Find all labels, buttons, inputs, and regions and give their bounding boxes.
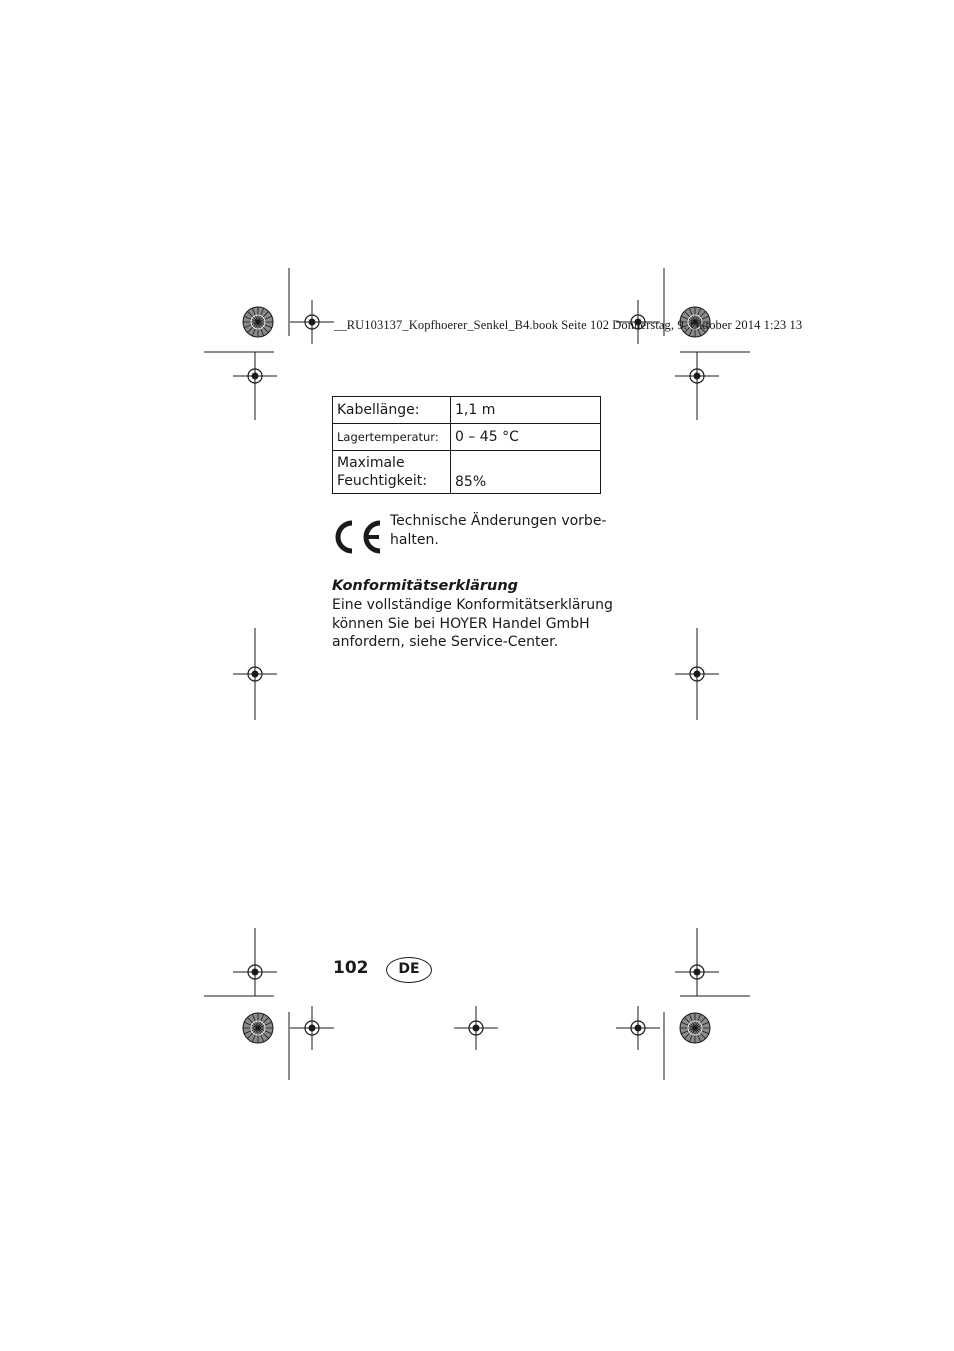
starburst-target-icon (243, 1013, 273, 1043)
spec-value: 0 – 45 °C (451, 424, 601, 451)
table-row (333, 424, 601, 451)
starburst-target-icon (243, 307, 273, 337)
section-heading: Konformitätserklärung (332, 578, 519, 594)
language-badge: DE (386, 957, 432, 983)
table-row (333, 451, 601, 494)
crosshair-circle-icon (454, 1006, 498, 1050)
ce-notice-text (390, 512, 607, 550)
spec-value: 1,1 m (451, 397, 601, 424)
crosshair-circle-icon (290, 1006, 334, 1050)
ce-notice-line: Technische Änderungen vorbe- (390, 513, 607, 529)
spec-label: Lagertemperatur: (333, 424, 451, 451)
page-number: 102 (333, 958, 369, 978)
ce-notice-line: halten. (390, 532, 439, 548)
conformity-section (332, 577, 613, 652)
spec-value: 85% (451, 451, 601, 494)
crosshair-circle-icon (616, 1006, 660, 1050)
body-line: anfordern, siehe Service-Center. (332, 634, 559, 650)
spec-label-line: Maximale (337, 455, 405, 471)
table-row (333, 397, 601, 424)
print-slug-line: __RU103137_Kopfhoerer_Senkel_B4.book Seite 102 Donnerstag, 9. Oktober 2014 1:23 13 (334, 318, 803, 332)
starburst-target-icon (680, 1013, 710, 1043)
spec-label: Kabellänge: (333, 397, 451, 424)
section-body (332, 596, 613, 652)
specifications-table (332, 396, 601, 494)
ce-mark-icon (332, 518, 384, 556)
spec-label-line: Feuchtigkeit: (337, 473, 427, 489)
crosshair-circle-icon (290, 300, 334, 344)
body-line: können Sie bei HOYER Handel GmbH (332, 615, 590, 632)
ce-notice (332, 512, 607, 560)
spec-label (333, 451, 451, 494)
crop-marks (204, 268, 750, 1080)
body-line: Eine vollständige Konformitätserklärung (332, 597, 613, 613)
